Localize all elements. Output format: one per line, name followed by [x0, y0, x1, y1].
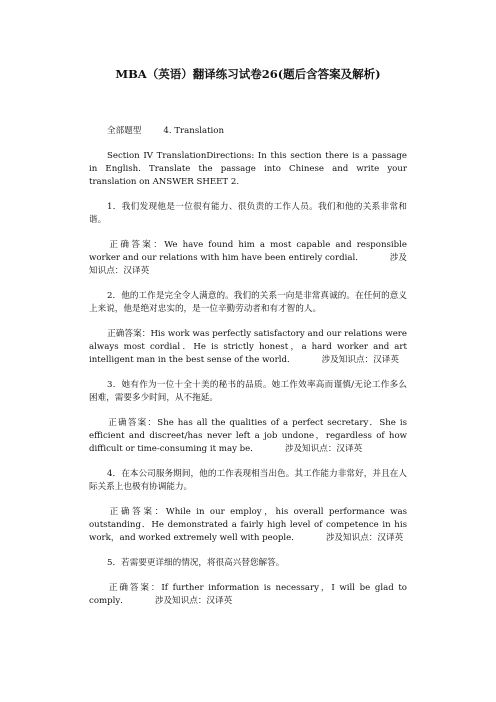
question-type-header — [107, 125, 407, 138]
answer-item — [89, 506, 407, 545]
answer-item — [89, 417, 407, 456]
directions-text: Section IV TranslationDirections: In this section there is a passage in English. Translate the passage into Chinese and write your translation on ANSWER SHEET 2. — [89, 151, 407, 187]
answer-item — [89, 328, 407, 367]
knowledge-point: 涉及知识点：汉译英 — [154, 596, 233, 606]
section-type-label: 4. Translation — [163, 126, 225, 136]
question-item — [89, 557, 407, 570]
answer-text: 正确答案：She has all the qualities of a perfect secretary．She is efficient and discreet/has never left a job undone，regardless of how difficult or time-consuming it may be． — [89, 418, 407, 454]
answer-text: 正确答案：If further information is necessary，I will be glad to comply． — [89, 583, 407, 606]
answer-item — [89, 582, 407, 608]
answer-text: 正确答案：While in our employ，his overall performance was outstanding．He demonstrated a fairly high level of competence in his work，and worked extremely well with people． — [89, 507, 407, 543]
knowledge-point: 涉及知识点：汉译英 — [89, 253, 407, 276]
answer-text: 正确答案：We have found him a most capable and responsible worker and our relations with him have been entirely cordial． — [89, 240, 407, 263]
question-text: 2．他的工作是完全令人满意的。我们的关系一向是非常真诚的。在任何的意义上来说，他是绝对忠实的，是一位辛勤劳动者和有才智的人。 — [89, 291, 407, 314]
question-text: 3．她有作为一位十全十美的秘书的品质。她工作效率高而谨慎/无论工作多么困难，需要多少时间，从不拖延。 — [89, 380, 407, 403]
answer-item — [89, 239, 407, 278]
knowledge-point: 涉及知识点：汉译英 — [325, 533, 404, 543]
question-text: 1．我们发现他是一位很有能力、很负责的工作人员。我们和他的关系非常和谐。 — [89, 202, 407, 225]
knowledge-point: 涉及知识点：汉译英 — [284, 444, 363, 454]
question-item — [89, 201, 407, 227]
knowledge-point: 涉及知识点：汉译英 — [321, 355, 399, 365]
page-title: MBA（英语）翻译练习试卷26(题后含答案及解析) — [115, 67, 381, 81]
document-body — [89, 125, 407, 620]
question-item — [89, 468, 407, 494]
question-item — [89, 379, 407, 405]
answer-text: 正确答案：His work was perfectly satisfactory and our relations were always most cordial．He is strictly honest，a hard worker and art intelligent man in the best sense of the world． — [89, 329, 407, 365]
question-text: 4．在本公司服务期间，他的工作表现相当出色。其工作能力非常好，并且在人际关系上也极有协调能力。 — [89, 469, 407, 492]
question-text: 5．若需要更详细的情况，将很高兴替您解答。 — [107, 558, 285, 568]
question-item — [89, 290, 407, 316]
directions-paragraph — [89, 150, 407, 189]
all-types-label: 全部题型 — [107, 126, 142, 136]
